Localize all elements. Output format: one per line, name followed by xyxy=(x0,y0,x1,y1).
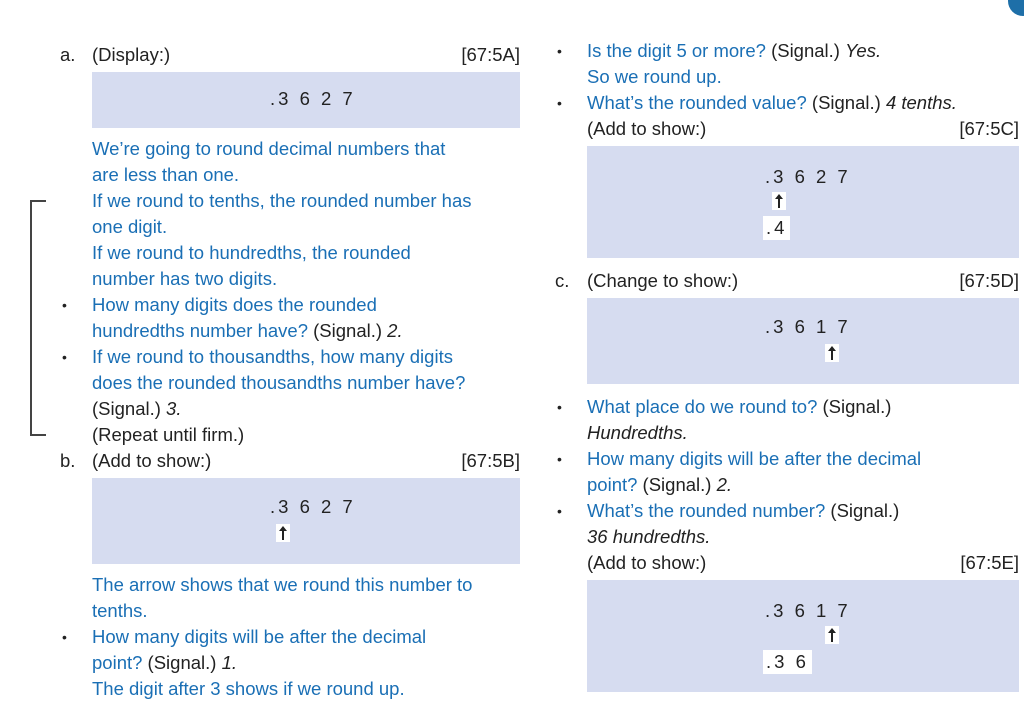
up-arrow-icon xyxy=(825,344,839,362)
step-reference: [67:5B] xyxy=(461,450,520,471)
question-text: How many digits will be after the decimal xyxy=(92,626,427,647)
up-arrow-icon xyxy=(825,626,839,644)
rounded-result: .3 6 xyxy=(763,650,812,674)
answer-text: 1. xyxy=(221,652,238,673)
display-number: .3 6 1 7 xyxy=(765,600,851,621)
question-text: Is the digit 5 or more? xyxy=(587,40,766,61)
question-text: hundredths number have? xyxy=(92,320,308,341)
question-text: How many digits will be after the decimal xyxy=(587,448,922,469)
up-arrow-icon xyxy=(276,524,290,542)
script-line: So we round up. xyxy=(587,66,722,87)
step-letter: b. xyxy=(60,450,76,471)
script-line: tenths. xyxy=(92,600,148,621)
bullet-icon: • xyxy=(557,451,562,467)
signal-text: (Signal.) xyxy=(830,500,900,521)
step-reference: [67:5A] xyxy=(461,44,520,65)
display-box xyxy=(587,146,1019,258)
step-label: (Add to show:) xyxy=(587,552,707,573)
script-line: We’re going to round decimal numbers that xyxy=(92,138,446,159)
display-number: .3 6 2 7 xyxy=(765,166,851,187)
display-box xyxy=(587,298,1019,384)
answer-text: 3. xyxy=(166,398,182,419)
display-number: .3 6 2 7 xyxy=(270,496,356,517)
question-text: does the rounded thousandths number have? xyxy=(92,372,466,393)
question-text: What place do we round to? xyxy=(587,396,818,417)
signal-text: (Signal.) xyxy=(771,40,840,61)
answer-line xyxy=(555,420,1019,446)
signal-text: (Signal.) xyxy=(811,92,881,113)
answer-text: Yes. xyxy=(845,40,882,61)
question-item xyxy=(555,38,1019,64)
answer-text: 36 hundredths. xyxy=(587,526,711,547)
question-text: What’s the rounded number? xyxy=(587,500,826,521)
add-to-show-header xyxy=(555,116,1019,142)
script-line: The digit after 3 shows if we round up. xyxy=(92,678,405,699)
question-item xyxy=(555,446,1019,472)
step-reference: [67:5E] xyxy=(960,552,1019,573)
question-item xyxy=(60,624,520,650)
bullet-icon: • xyxy=(62,349,67,365)
bullet-icon: • xyxy=(62,629,67,645)
signal-text: (Signal.) xyxy=(92,398,161,419)
bullet-icon: • xyxy=(557,503,562,519)
step-letter: c. xyxy=(555,270,570,291)
bullet-icon: • xyxy=(62,297,67,313)
step-c-header xyxy=(555,268,1019,294)
question-text: point? xyxy=(587,474,638,495)
step-label: (Change to show:) xyxy=(587,270,739,291)
step-reference: [67:5D] xyxy=(959,270,1019,291)
question-item xyxy=(555,498,1019,524)
question-text: What’s the rounded value? xyxy=(587,92,807,113)
step-reference: [67:5C] xyxy=(959,118,1019,139)
display-number: .3 6 1 7 xyxy=(765,316,851,337)
script-line: If we round to tenths, the rounded number has xyxy=(92,190,472,211)
corner-accent-icon xyxy=(1008,0,1024,16)
add-to-show-header xyxy=(555,550,1019,576)
question-item-cont xyxy=(60,318,520,344)
question-item xyxy=(60,292,520,318)
question-text: point? xyxy=(92,652,143,673)
display-number: .3 6 2 7 xyxy=(270,88,356,109)
signal-text: (Signal.) xyxy=(642,474,712,495)
answer-text: Hundredths. xyxy=(587,422,688,443)
signal-text: (Signal.) xyxy=(822,396,892,417)
step-label: (Display:) xyxy=(92,44,171,65)
bullet-icon: • xyxy=(557,399,562,415)
question-text: If we round to thousandths, how many digits xyxy=(92,346,453,367)
question-item-cont xyxy=(555,472,1019,498)
signal-text: (Signal.) xyxy=(147,652,217,673)
question-item xyxy=(555,90,1019,116)
signal-text: (Signal.) xyxy=(313,320,383,341)
script-line: The arrow shows that we round this number to xyxy=(92,574,473,595)
question-item-cont xyxy=(60,396,520,422)
script-line: one digit. xyxy=(92,216,168,237)
step-letter: a. xyxy=(60,44,76,65)
script-line: are less than one. xyxy=(92,164,240,185)
answer-line xyxy=(555,524,1019,550)
bullet-icon: • xyxy=(557,95,562,111)
answer-text: 4 tenths. xyxy=(885,92,957,113)
question-item xyxy=(555,394,1019,420)
display-box xyxy=(92,72,520,128)
script-line: If we round to hundredths, the rounded xyxy=(92,242,411,263)
step-label: (Add to show:) xyxy=(92,450,212,471)
rounded-result: .4 xyxy=(763,216,790,240)
step-b-header xyxy=(60,448,520,474)
display-box xyxy=(587,580,1019,692)
repeat-instruction: (Repeat until firm.) xyxy=(92,424,245,445)
up-arrow-icon xyxy=(772,192,786,210)
question-text: How many digits does the rounded xyxy=(92,294,377,315)
step-a-header xyxy=(60,42,520,68)
question-item-cont xyxy=(60,650,520,676)
question-item xyxy=(60,344,520,370)
answer-text: 2. xyxy=(716,474,733,495)
answer-text: 2. xyxy=(387,320,403,341)
step-label: (Add to show:) xyxy=(587,118,707,139)
script-line: number has two digits. xyxy=(92,268,278,289)
display-box xyxy=(92,478,520,564)
repeat-bracket xyxy=(30,200,46,436)
bullet-icon: • xyxy=(557,43,562,59)
